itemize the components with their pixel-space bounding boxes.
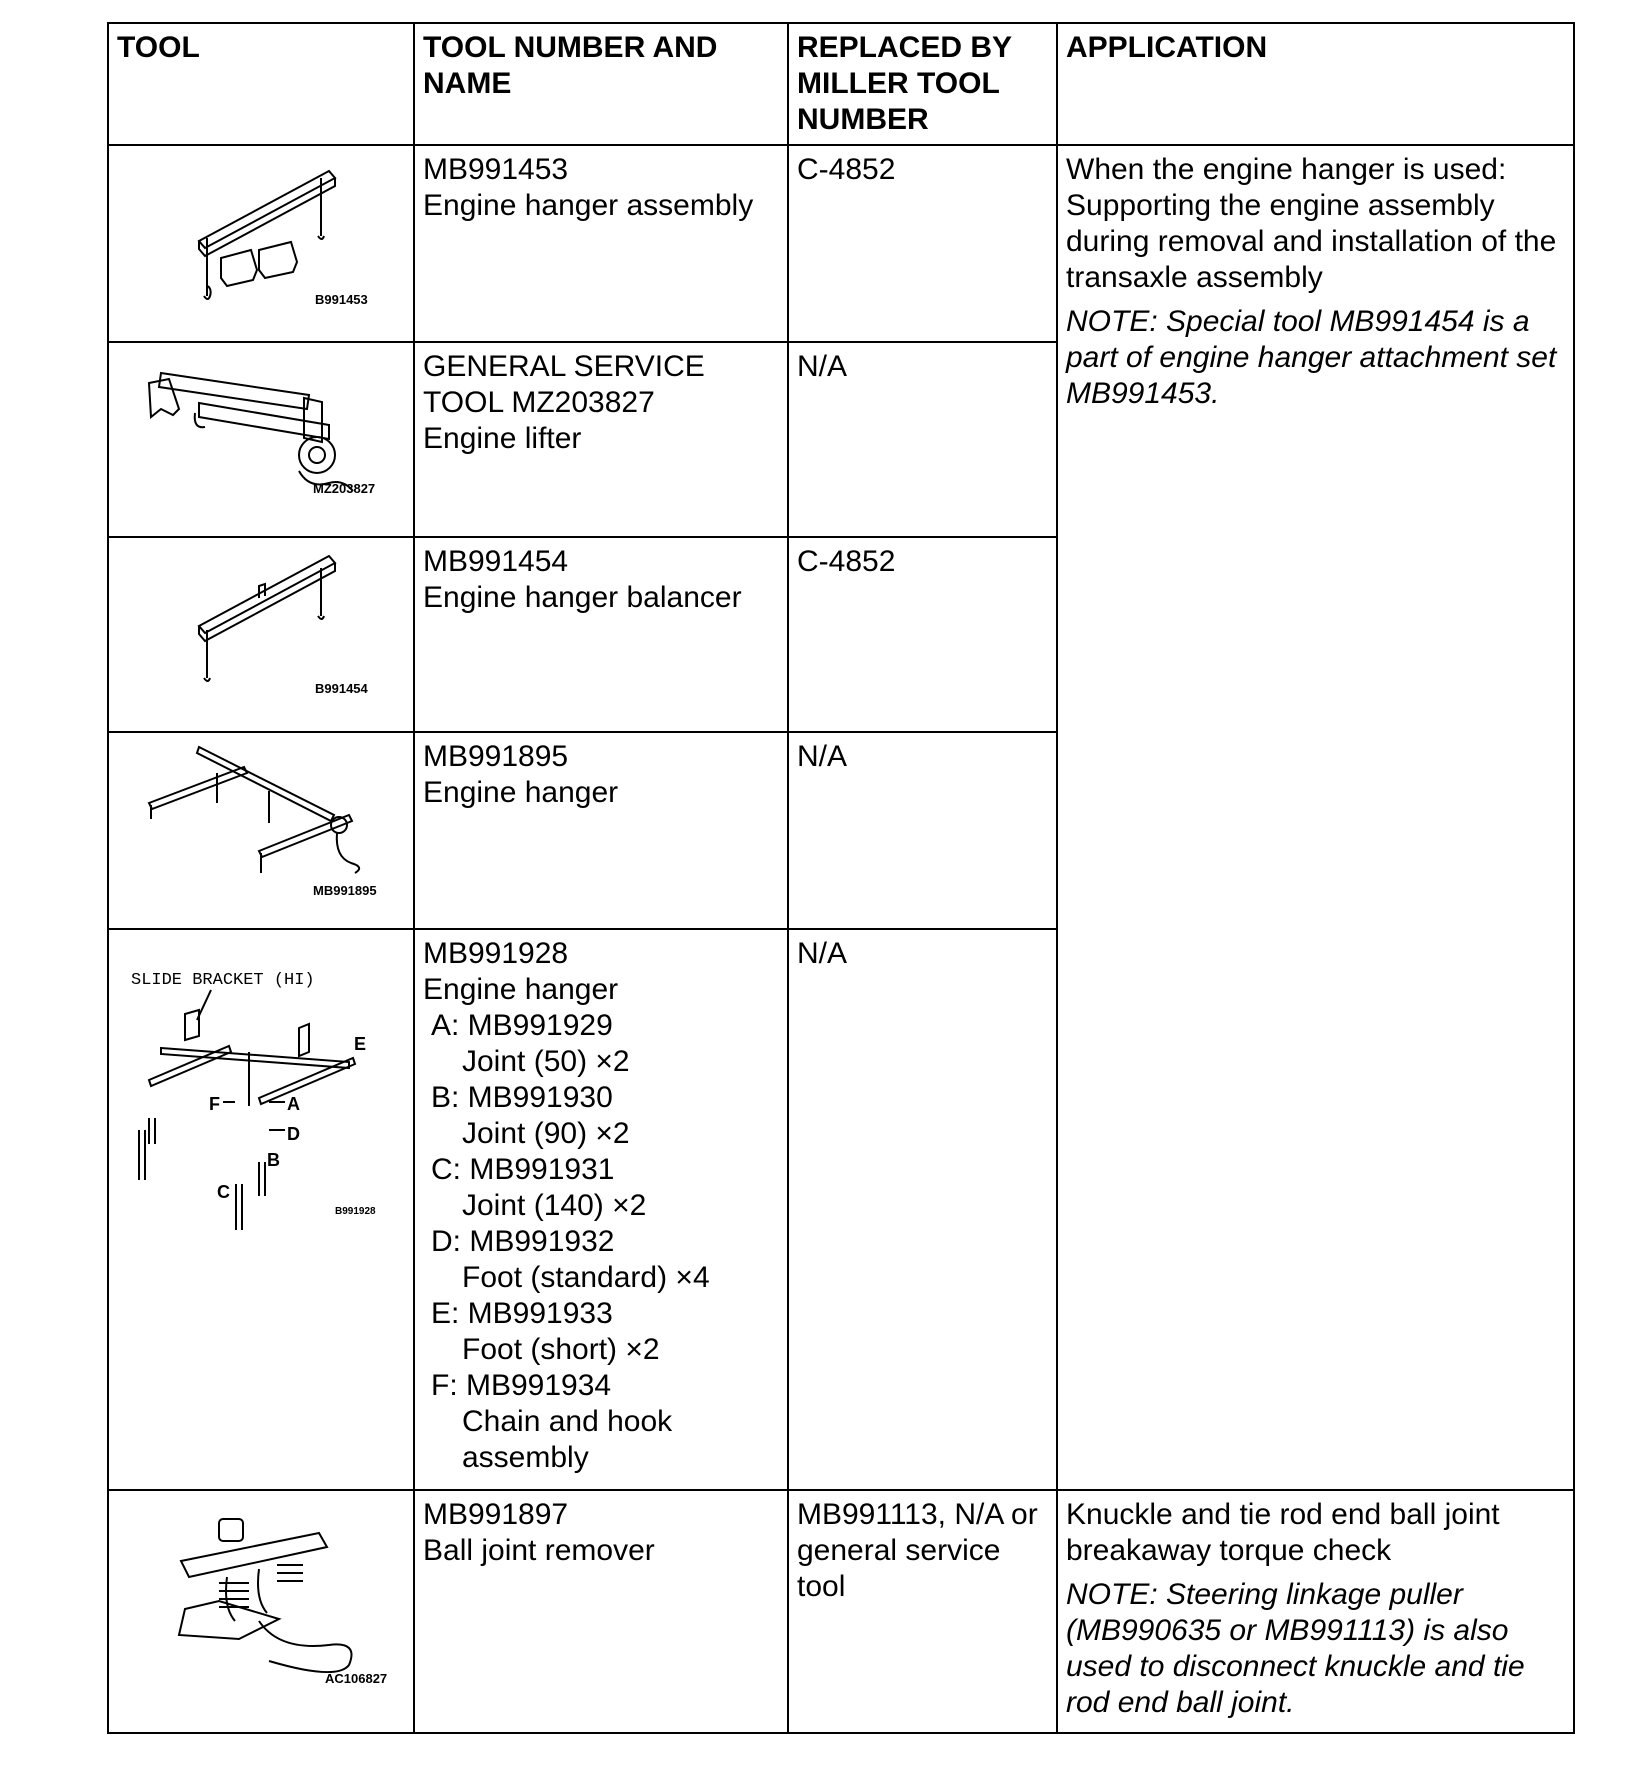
miller-line: MB991113, N/A or [797,1498,1038,1531]
tool-number-cell [414,342,788,537]
application-line: Supporting the engine assembly [1066,189,1495,222]
part-desc: assembly [462,1441,589,1474]
tool-number: MB991928 [423,937,569,970]
engine-hanger-kit-image [109,930,413,1480]
header-miller-line1: REPLACED BY [797,31,1013,64]
tool-number: MB991897 [423,1498,569,1531]
note-line: NOTE: Steering linkage puller [1066,1578,1463,1611]
tool-image-cell [108,145,414,342]
tool-number-line1: GENERAL SERVICE [423,350,705,383]
part-desc: Foot (short) ×2 [462,1333,660,1366]
application-line: during removal and installation of the [1066,225,1557,258]
application-cell [1057,1490,1574,1733]
tool-image-cell [108,732,414,929]
image-label-ac106827: AC106827 [325,1671,388,1686]
header-miller-line2: MILLER TOOL [797,67,1000,100]
note-line: (MB990635 or MB991113) is also [1066,1614,1509,1647]
tool-number-cell [414,929,788,1490]
tool-name: Engine hanger [423,973,619,1006]
part-code: C: MB991931 [431,1153,615,1186]
part-desc: Foot (standard) ×4 [462,1261,710,1294]
letter-d: D [287,1124,300,1144]
miller-cell [788,1490,1057,1733]
part-code: A: MB991929 [431,1009,613,1042]
header-application: APPLICATION [1057,23,1574,145]
letter-a: A [287,1094,300,1114]
tool-image-cell [108,1490,414,1733]
ball-joint-remover-image [109,1491,413,1723]
application-line: breakaway torque check [1066,1534,1392,1567]
letter-c: C [217,1182,230,1202]
application-note [1066,304,1565,412]
slide-bracket-callout: SLIDE BRACKET (HI) [131,971,315,990]
header-row [108,23,1574,145]
note-line: rod end ball joint. [1066,1686,1295,1719]
letter-f: F [209,1094,220,1114]
image-label-mz203827: MZ203827 [313,481,376,496]
part-code: E: MB991933 [431,1297,613,1330]
engine-hanger-assembly-image [109,146,413,332]
tool-name: Engine hanger balancer [423,581,742,614]
letter-b: B [267,1150,280,1170]
part-desc: Joint (90) ×2 [462,1117,630,1150]
table-row [108,1490,1574,1733]
tool-name: Engine lifter [423,422,582,455]
tool-name: Engine hanger [423,776,619,809]
header-tool: TOOL [108,23,414,145]
tool-number-cell [414,1490,788,1733]
letter-e: E [354,1034,367,1054]
miller-cell: N/A [788,732,1057,929]
image-label-b991454: B991454 [315,681,368,696]
miller-cell: N/A [788,929,1057,1490]
engine-hanger-balancer-image [109,538,413,722]
application-note [1066,1577,1565,1721]
tool-number: MB991453 [423,153,569,186]
tool-number-line2: TOOL MZ203827 [423,386,655,419]
table-row [108,145,1574,342]
note-line: used to disconnect knuckle and tie [1066,1650,1525,1683]
note-line: NOTE: Special tool MB991454 is a [1066,305,1530,338]
tool-image-cell [108,929,414,1490]
application-line: Knuckle and tie rod end ball joint [1066,1498,1500,1531]
tool-number-cell [414,145,788,342]
header-miller [788,23,1057,145]
tool-name: Engine hanger assembly [423,189,754,222]
miller-cell: C-4852 [788,537,1057,732]
engine-lifter-image [109,343,413,527]
header-miller-line3: NUMBER [797,103,929,136]
application-cell [1057,145,1574,1490]
part-desc: Joint (140) ×2 [462,1189,647,1222]
special-tools-table [107,22,1575,1734]
miller-cell: N/A [788,342,1057,537]
part-code: D: MB991932 [431,1225,615,1258]
application-line: transaxle assembly [1066,261,1323,294]
note-line: part of engine hanger attachment set [1066,341,1557,374]
engine-hanger-image [109,733,413,919]
tool-name: Ball joint remover [423,1534,655,1567]
application-line: When the engine hanger is used: [1066,153,1507,186]
tool-number-cell [414,537,788,732]
note-line: MB991453. [1066,377,1220,410]
part-desc: Chain and hook [462,1405,673,1438]
header-number-name [414,23,788,145]
miller-cell: C-4852 [788,145,1057,342]
part-code: F: MB991934 [431,1369,612,1402]
part-code: B: MB991930 [431,1081,613,1114]
part-desc: Joint (50) ×2 [462,1045,630,1078]
miller-line: tool [797,1570,846,1603]
image-label-b991453: B991453 [315,292,368,307]
tool-image-cell [108,342,414,537]
tool-image-cell [108,537,414,732]
tool-number-cell [414,732,788,929]
miller-line: general service [797,1534,1001,1567]
tool-number: MB991895 [423,740,569,773]
image-label-b991928: B991928 [335,1206,376,1217]
tool-number: MB991454 [423,545,569,578]
image-label-mb991895: MB991895 [313,883,377,898]
header-number-name-text: TOOL NUMBER AND NAME [423,31,718,100]
